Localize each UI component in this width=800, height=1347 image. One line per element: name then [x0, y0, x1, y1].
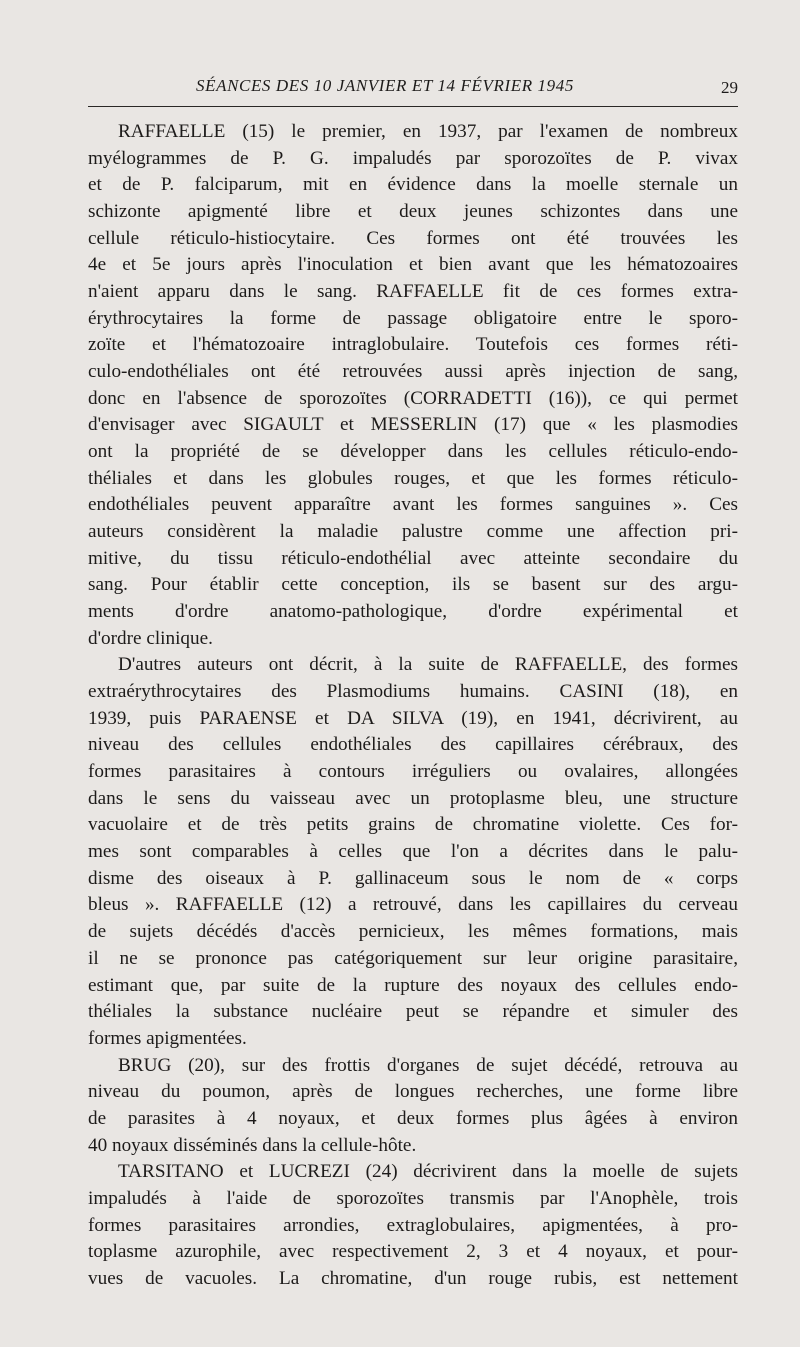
text-line: vacuolaire et de très petits grains de chromatine violette. Ces for- [88, 814, 738, 836]
running-title: SÉANCES DES 10 JANVIER ET 14 FÉVRIER 1945 [196, 76, 574, 95]
text-line: auteurs considèrent la maladie palustre comme une affection pri- [88, 521, 738, 543]
text-line: disme des oiseaux à P. gallinaceum sous le nom de « corps [88, 867, 738, 889]
text-line: 1939, puis PARAENSE et DA SILVA (19), en 1941, décrivirent, au [88, 707, 738, 729]
text-line: BRUG (20), sur des frottis d'organes de sujet décédé, retrouva au [118, 1054, 738, 1076]
text-line: de parasites à 4 noyaux, et deux formes plus âgées à environ [88, 1107, 738, 1129]
page-header [88, 76, 738, 102]
text-line: niveau du poumon, après de longues recherches, une forme libre [88, 1081, 738, 1103]
text-line: 4e et 5e jours après l'inoculation et bien avant que les hématozoaires [88, 254, 738, 276]
text-line: formes apigmentées. [88, 1027, 247, 1049]
text-line: ments d'ordre anatomo-pathologique, d'ordre expérimental et [88, 601, 738, 623]
text-line: de sujets décédés d'accès pernicieux, les mêmes formations, mais [88, 921, 738, 943]
body-text [88, 119, 738, 1293]
text-line: érythrocytaires la forme de passage obligatoire entre le sporo- [88, 307, 738, 329]
text-line: toplasme azurophile, avec respectivement 2, 3 et 4 noyaux, et pour- [88, 1241, 738, 1263]
text-line: estimant que, par suite de la rupture des noyaux des cellules endo- [88, 974, 738, 996]
text-line: théliales la substance nucléaire peut se répandre et simuler des [88, 1001, 738, 1023]
text-line: et de P. falciparum, mit en évidence dans la moelle sternale un [88, 174, 738, 196]
text-line: sang. Pour établir cette conception, ils se basent sur des argu- [88, 574, 738, 596]
text-line: donc en l'absence de sporozoïtes (CORRADETTI (16)), ce qui permet [88, 387, 738, 409]
text-line: n'aient apparu dans le sang. RAFFAELLE fit de ces formes extra- [88, 281, 738, 303]
text-line: formes parasitaires à contours irréguliers ou ovalaires, allongées [88, 761, 738, 783]
header-rule [88, 106, 738, 107]
text-line: schizonte apigmenté libre et deux jeunes schizontes dans une [88, 201, 738, 223]
text-line: endothéliales peuvent apparaître avant les formes sanguines ». Ces [88, 494, 738, 516]
text-line: culo-endothéliales ont été retrouvées aussi après injection de sang, [88, 361, 738, 383]
text-line: cellule réticulo-histiocytaire. Ces formes ont été trouvées les [88, 227, 738, 249]
text-line: dans le sens du vaisseau avec un protoplasme bleu, une structure [88, 787, 738, 809]
text-line: niveau des cellules endothéliales des capillaires cérébraux, des [88, 734, 738, 756]
text-line: myélogrammes de P. G. impaludés par sporozoïtes de P. vivax [88, 147, 738, 169]
text-line: formes parasitaires arrondies, extraglobulaires, apigmentées, à pro- [88, 1214, 738, 1236]
text-line: RAFFAELLE (15) le premier, en 1937, par l'examen de nombreux [118, 121, 738, 142]
text-line: il ne se prononce pas catégoriquement sur leur origine parasitaire, [88, 947, 738, 969]
text-line: bleus ». RAFFAELLE (12) a retrouvé, dans les capillaires du cerveau [88, 894, 738, 916]
text-line: théliales et dans les globules rouges, et que les formes réticulo- [88, 467, 738, 489]
text-line: d'ordre clinique. [88, 627, 213, 649]
text-line: vues de vacuoles. La chromatine, d'un rouge rubis, est nettement [88, 1267, 738, 1289]
text-line: zoïte et l'hématozoaire intraglobulaire. Toutefois ces formes réti- [88, 334, 738, 356]
text-line: mes sont comparables à celles que l'on a décrites dans le palu- [88, 841, 738, 863]
text-line: mitive, du tissu réticulo-endothélial avec atteinte secondaire du [88, 547, 738, 569]
text-line: TARSITANO et LUCREZI (24) décrivirent dans la moelle de sujets [118, 1161, 738, 1183]
page-number: 29 [721, 78, 738, 97]
text-line: impaludés à l'aide de sporozoïtes transmis par l'Anophèle, trois [88, 1187, 738, 1209]
text-line: d'envisager avec SIGAULT et MESSERLIN (17) que « les plasmodies [88, 414, 738, 436]
text-line: ont la propriété de se développer dans les cellules réticulo-endo- [88, 441, 738, 463]
text-line: 40 noyaux disséminés dans la cellule-hôte. [88, 1134, 417, 1156]
text-line: D'autres auteurs ont décrit, à la suite de RAFFAELLE, des formes [118, 654, 738, 676]
text-line: extraérythrocytaires des Plasmodiums humains. CASINI (18), en [88, 681, 738, 703]
